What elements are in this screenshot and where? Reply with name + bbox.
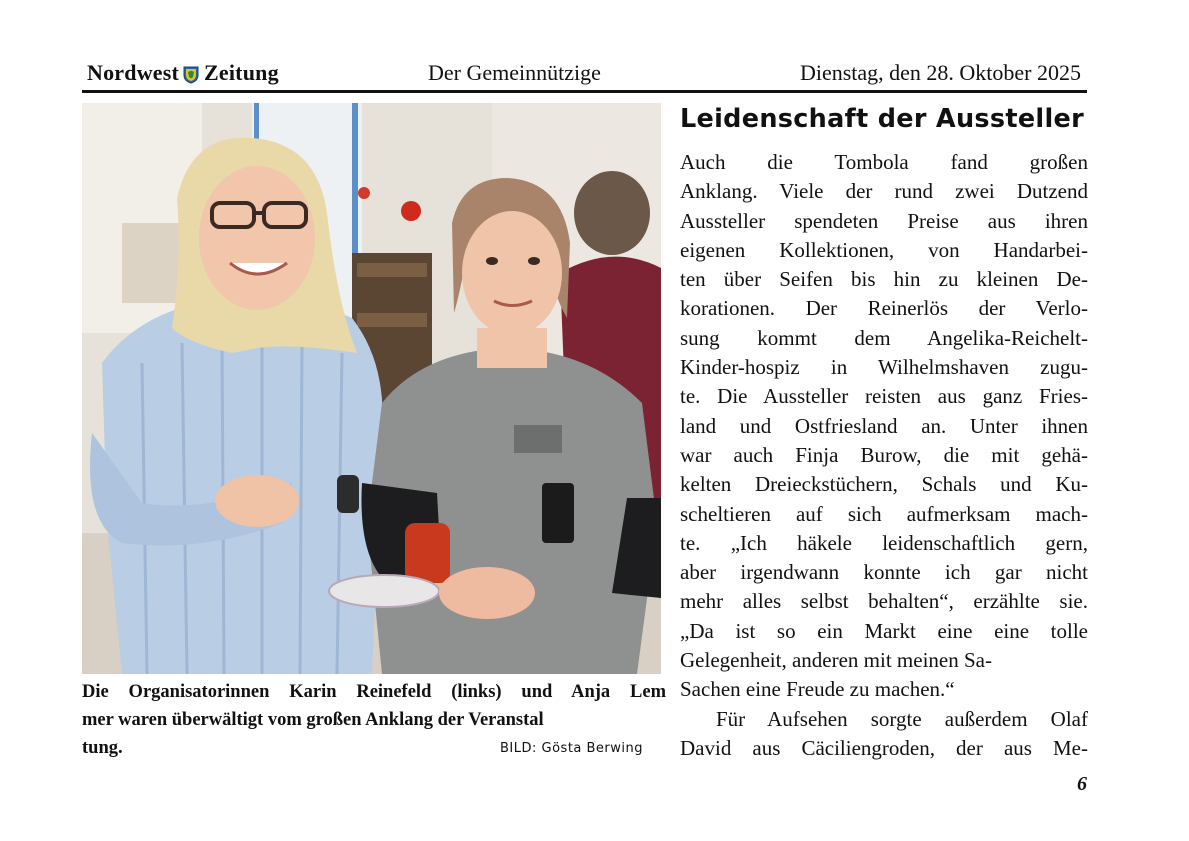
article-line: Anklang. Viele der rund zwei Dutzend	[680, 179, 1088, 204]
article-line: te. Die Aussteller reisten aus ganz Fries-	[680, 384, 1088, 409]
photo-credit: BILD: Gösta Berwing	[500, 741, 644, 756]
page-number: 6	[1077, 773, 1087, 795]
newspaper-logo	[87, 60, 279, 86]
article-photo	[82, 103, 661, 674]
caption-line: Die Organisatorinnen Karin Reinefeld (links) und Anja Lem	[82, 682, 666, 702]
article-line: kelten Dreieckstüchern, Schals und Ku-	[680, 472, 1088, 497]
article-line: aber irgendwann konnte ich gar nicht	[680, 560, 1088, 585]
article-line: scheltieren auf sich aufmerksam mach-	[680, 501, 1088, 526]
article-line: eigenen Kollektionen, von Handarbei-	[680, 237, 1088, 262]
article-line: war auch Finja Burow, die mit gehä-	[680, 442, 1088, 467]
article-line: te. „Ich häkele leidenschaftlich gern,	[680, 530, 1088, 555]
article-line: Sachen eine Freude zu machen.“	[680, 677, 955, 702]
issue-date: Dienstag, den 28. Oktober 2025	[799, 60, 1081, 85]
coat-of-arms-icon	[183, 64, 199, 82]
article-line: mehr alles selbst behalten“, erzählte sie.	[680, 589, 1088, 614]
article-line: „Da ist so ein Markt eine eine tolle	[680, 618, 1088, 643]
article-line: Gelegenheit, anderen mit meinen Sa-	[680, 648, 992, 673]
brand-name-part1: Nordwest	[87, 60, 180, 85]
caption-line: tung.	[82, 738, 123, 758]
article-line: land und Ostfriesland an. Unter ihnen	[680, 413, 1088, 438]
article-line: Kinder-hospiz in Wilhelmshaven zugu-	[680, 355, 1088, 380]
article-line: David aus Cäciliengroden, der aus Me-	[680, 735, 1088, 760]
article-line: Für Aufsehen sorgte außerdem Olaf	[716, 706, 1088, 731]
article-line: korationen. Der Reinerlös der Verlo-	[680, 296, 1088, 321]
article-headline: Leidenschaft der Aussteller	[680, 104, 1084, 134]
article-line: Auch die Tombola fand großen	[680, 150, 1088, 174]
article-body	[680, 148, 1088, 763]
brand-name-part2: Zeitung	[204, 60, 279, 85]
section-name: Der Gemeinnützige	[428, 60, 601, 85]
article-line: ten über Seifen bis hin zu kleinen De-	[680, 267, 1088, 292]
masthead	[82, 58, 1087, 92]
header-divider	[82, 90, 1087, 93]
caption-line: mer waren überwältigt vom großen Anklang der Veranstal	[82, 710, 544, 730]
article-line: Aussteller spendeten Preise aus ihren	[680, 208, 1088, 233]
article-line: sung kommt dem Angelika-Reichelt-	[680, 325, 1088, 350]
